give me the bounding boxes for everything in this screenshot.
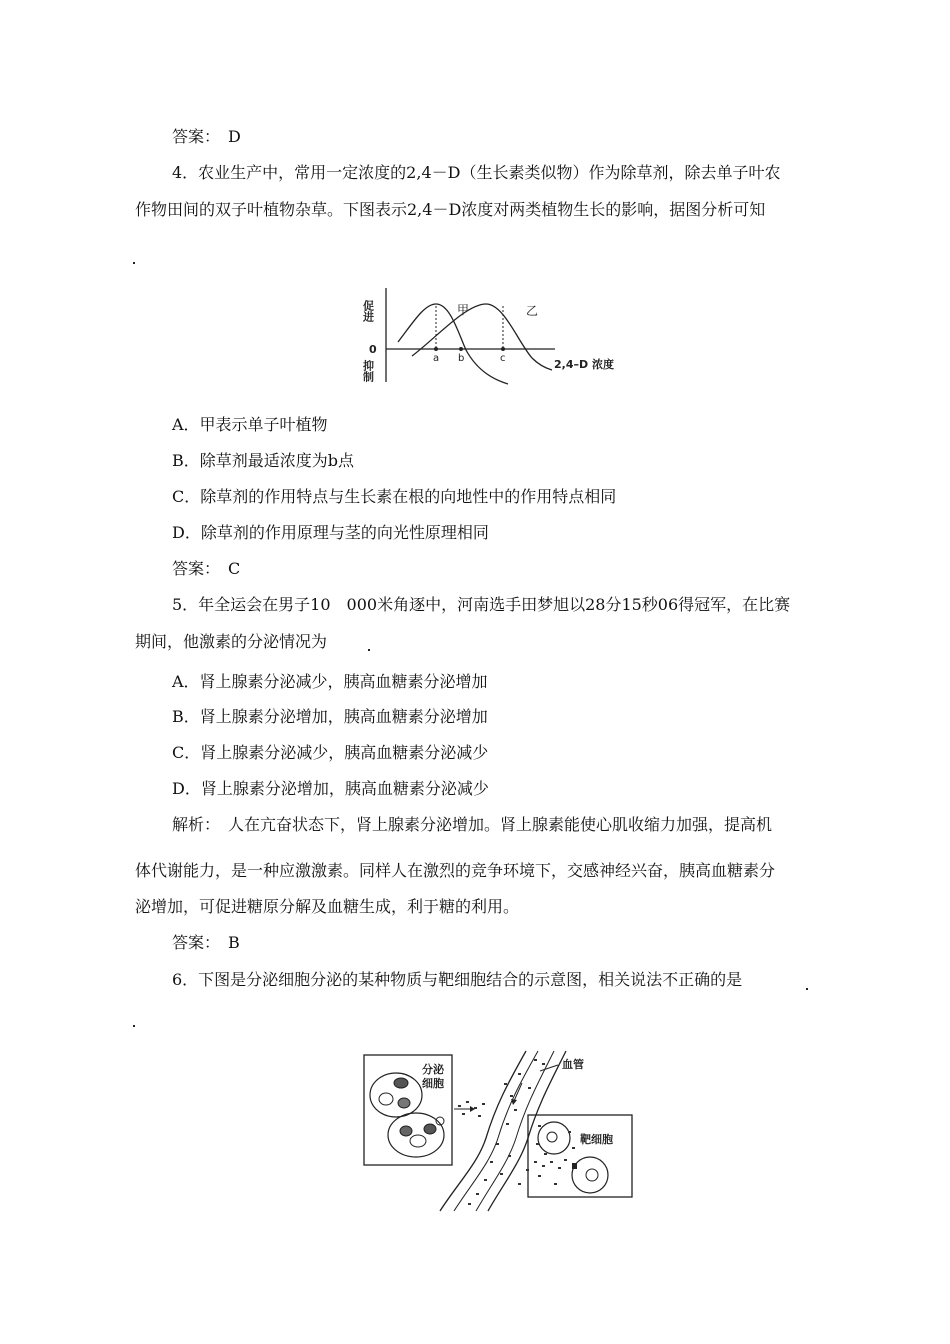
q5-analysis-line-2: 体代谢能力，是一种应激激素。同样人在激烈的竞争环境下，交感神经兴奋，胰高血糖素分 (135, 861, 776, 880)
q6-receptor (572, 1163, 577, 1169)
q4-curve-jia-label: 甲 (457, 303, 470, 317)
q5-option-c: C．肾上腺素分泌减少，胰高血糖素分泌减少 (172, 743, 489, 762)
q6-target-cell-1 (538, 1122, 570, 1154)
q4-answer-blank-dot (133, 262, 135, 264)
q4-point-c (501, 347, 505, 351)
q4-y-top-label: 促进 (361, 300, 375, 322)
q6-nucleus-2 (410, 1135, 426, 1147)
q4-x-axis-label: 2,4–D 浓度 (554, 358, 614, 371)
q6-target-label: 靶细胞 (580, 1133, 613, 1146)
q6-arrowhead-1 (470, 1106, 475, 1112)
q4-y-zero-label: 0 (369, 343, 377, 356)
q5-answer: 答案： B (172, 933, 240, 952)
q4-option-d: D．除草剂的作用原理与茎的向光性原理相同 (172, 523, 489, 542)
q6-vessel-wall-left (440, 1051, 526, 1211)
q5-stem-line-2: 期间，他激素的分泌情况为 (135, 632, 328, 651)
q4-y-bottom-label: 抑制 (361, 360, 375, 382)
q6-answer-blank-dot-1 (806, 988, 808, 990)
q5-stem-line-1: 5．年全运会在男子10 000米角逐中，河南选手田梦旭以28分15秒06得冠军，在比赛 (172, 595, 791, 614)
q6-target-cell-2 (572, 1157, 608, 1193)
q4-option-a: A．甲表示单子叶植物 (172, 415, 328, 434)
q4-point-c-label: c (500, 353, 506, 364)
q6-figure (358, 1043, 648, 1213)
q6-target-box (528, 1115, 632, 1197)
q4-option-c: C．除草剂的作用特点与生长素在根的向地性中的作用特点相同 (172, 487, 617, 506)
q6-target-nucleus-2 (586, 1169, 598, 1181)
q6-vesicle-3 (400, 1126, 412, 1136)
q4-point-b (459, 347, 463, 351)
q4-point-b-label: b (458, 353, 465, 364)
q6-vesicle-1 (394, 1078, 408, 1088)
q4-figure (340, 282, 630, 387)
q3-answer: 答案： D (172, 127, 241, 146)
q4-point-a (434, 347, 438, 351)
q5-analysis-line-3: 泌增加，可促进糖原分解及血糖生成，利于糖的利用。 (135, 897, 520, 916)
q5-answer-blank-dot (368, 649, 370, 651)
q6-vessel-label: 血管 (562, 1058, 584, 1071)
q4-answer: 答案： C (172, 559, 241, 578)
q6-stem-line-1: 6．下图是分泌细胞分泌的某种物质与靶细胞结合的示意图，相关说法不正确的是 (172, 970, 743, 989)
q4-stem-line-2: 作物田间的双子叶植物杂草。下图表示2,4－D浓度对两类植物生长的影响，据图分析可知 (135, 200, 766, 219)
q6-vesicle-4 (424, 1124, 436, 1134)
q4-option-b: B．除草剂最适浓度为b点 (172, 451, 355, 470)
q6-target-nucleus-1 (547, 1132, 557, 1142)
q6-vessel-wall-inner-left (454, 1051, 538, 1211)
q4-curve-yi-label: 乙 (526, 304, 539, 318)
q5-analysis-line-1: 解析： 人在亢奋状态下，肾上腺素分泌增加。肾上腺素能使心肌收缩力加强，提高机 (172, 815, 773, 834)
q6-nucleus-1 (379, 1093, 393, 1105)
q4-point-a-label: a (433, 353, 440, 364)
q6-arrow-2 (514, 1083, 522, 1101)
q6-secreted-molecules (458, 1059, 575, 1205)
q5-option-a: A．肾上腺素分泌减少，胰高血糖素分泌增加 (172, 672, 488, 691)
q5-option-b: B．肾上腺素分泌增加，胰高血糖素分泌增加 (172, 707, 488, 726)
q6-vesicle-2 (398, 1098, 410, 1108)
q5-option-d: D．肾上腺素分泌增加，胰高血糖素分泌减少 (172, 779, 489, 798)
q6-secretory-label-1: 分泌 (422, 1063, 444, 1076)
q4-stem-line-1: 4．农业生产中，常用一定浓度的2,4－D（生长素类似物）作为除草剂，除去单子叶农 (172, 163, 781, 182)
q6-secretory-label-2: 细胞 (422, 1077, 444, 1090)
q4-curve-jia (398, 304, 508, 384)
q6-answer-blank-dot-2 (133, 1025, 135, 1027)
q6-vessel-leader (540, 1065, 558, 1071)
